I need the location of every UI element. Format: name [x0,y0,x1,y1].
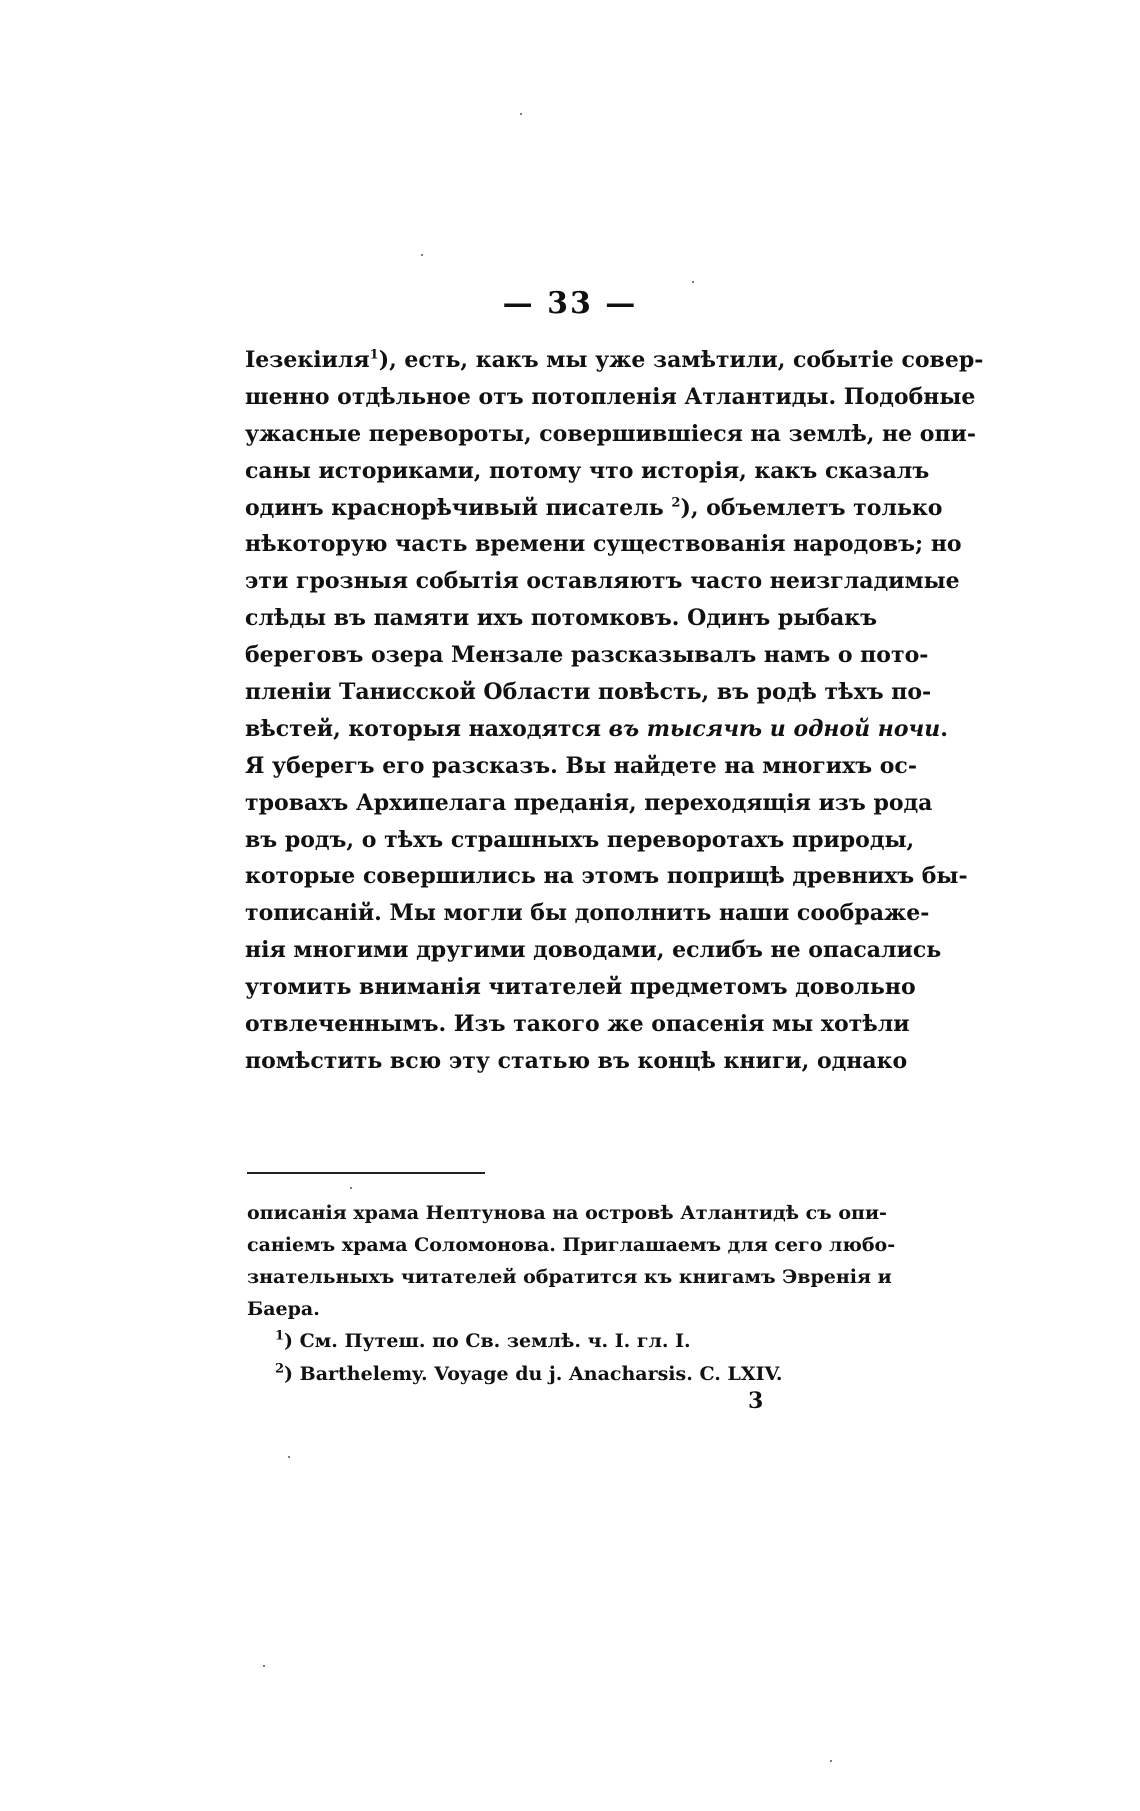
text-segment: вѣстей, которыя находятся [245,715,609,742]
text-line-17: нiя многими другими доводами, еслибъ не опасались [245,937,942,964]
paper-speck [263,1665,265,1667]
main-text [245,342,984,1080]
footnote-1 [247,1325,877,1358]
paper-speck [520,113,522,115]
text-line-5 [245,490,943,527]
footnote-text-2: ) Barthelemy. Voyage du j. Anacharsis. C. LXIV. [284,1363,783,1385]
text-line-4: саны историками, потому что исторiя, какъ сказалъ [245,457,930,484]
footnotes [247,1197,896,1391]
footnote-text-1: ) См. Путеш. по Св. землѣ. ч. I. гл. I. [284,1330,691,1352]
text-line-13: тровахъ Архипелага преданiя, переходящiя изъ рода [245,789,933,816]
text-line-12: Я уберегъ его разсказъ. Вы найдете на многихъ ос- [245,752,917,779]
text-line-3: ужасные перевороты, совершившiеся на землѣ, не опи- [245,420,976,447]
text-segment: . [940,715,948,742]
text-line-20: помѣстить всю эту статью въ концѣ книги, однако [245,1047,908,1074]
printer-signature: 3 [748,1388,764,1414]
text-segment: Iезекiиля [245,347,370,373]
footnote-continuation-line-3: знательныхъ читателей обратится къ книгамъ Эвренiя и [247,1266,892,1288]
footnote-mark-2: 2 [275,1361,285,1377]
text-line-7: эти грозныя событiя оставляютъ часто неизгладимые [245,568,960,595]
text-line-1 [245,342,984,379]
footnote-divider [247,1172,485,1174]
footnote-ref-1: 1 [369,347,379,363]
text-line-15: которые совершились на этомъ поприщѣ древнихъ бы- [245,863,968,890]
text-line-9: береговъ озера Мензале разсказывалъ намъ о пото- [245,642,929,669]
footnote-continuation-line-2: санiемъ храма Соломонова. Приглашаемъ для сего любо- [247,1234,896,1256]
footnote-2 [247,1358,877,1391]
text-segment: одинъ краснорѣчивый писатель [245,494,672,521]
text-line-10: пленiи Танисской Области повѣсть, въ родѣ тѣхъ по- [245,679,932,706]
paper-speck [692,281,694,283]
text-line-6: нѣкоторую часть времени существованiя народовъ; но [245,531,962,558]
text-line-8: слѣды въ памяти ихъ потомковъ. Одинъ рыбакъ [245,605,878,632]
paper-speck [350,1187,352,1189]
page-number: — 33 — [502,286,638,321]
text-line-11 [245,711,948,748]
footnote-continuation-line-1: описанiя храма Нептунова на островѣ Атлантидѣ съ опи- [247,1202,887,1224]
text-line-16: тописанiй. Мы могли бы дополнить наши соображе- [245,900,930,927]
footnote-continuation-line-4: Баера. [247,1298,320,1320]
text-line-18: утомить вниманiя читателей предметомъ довольно [245,974,916,1001]
text-line-14: въ родъ, о тѣхъ страшныхъ переворотахъ природы, [245,826,915,853]
italic-title: въ тысячѣ и одной ночи [608,715,941,742]
paper-speck [288,1456,290,1458]
footnote-mark-1: 1 [275,1328,285,1344]
text-line-19: отвлеченнымъ. Изъ такого же опасенiя мы хотѣли [245,1011,910,1038]
paper-speck [830,1760,832,1762]
footnote-ref-2: 2 [671,495,681,511]
paper-speck [421,254,423,256]
text-segment: ), есть, какъ мы уже замѣтили, событiе совер- [378,347,984,373]
text-line-2: шенно отдѣльное отъ потопленiя Атлантиды. Подобные [245,383,976,410]
text-segment: ), объемлетъ только [680,494,943,521]
